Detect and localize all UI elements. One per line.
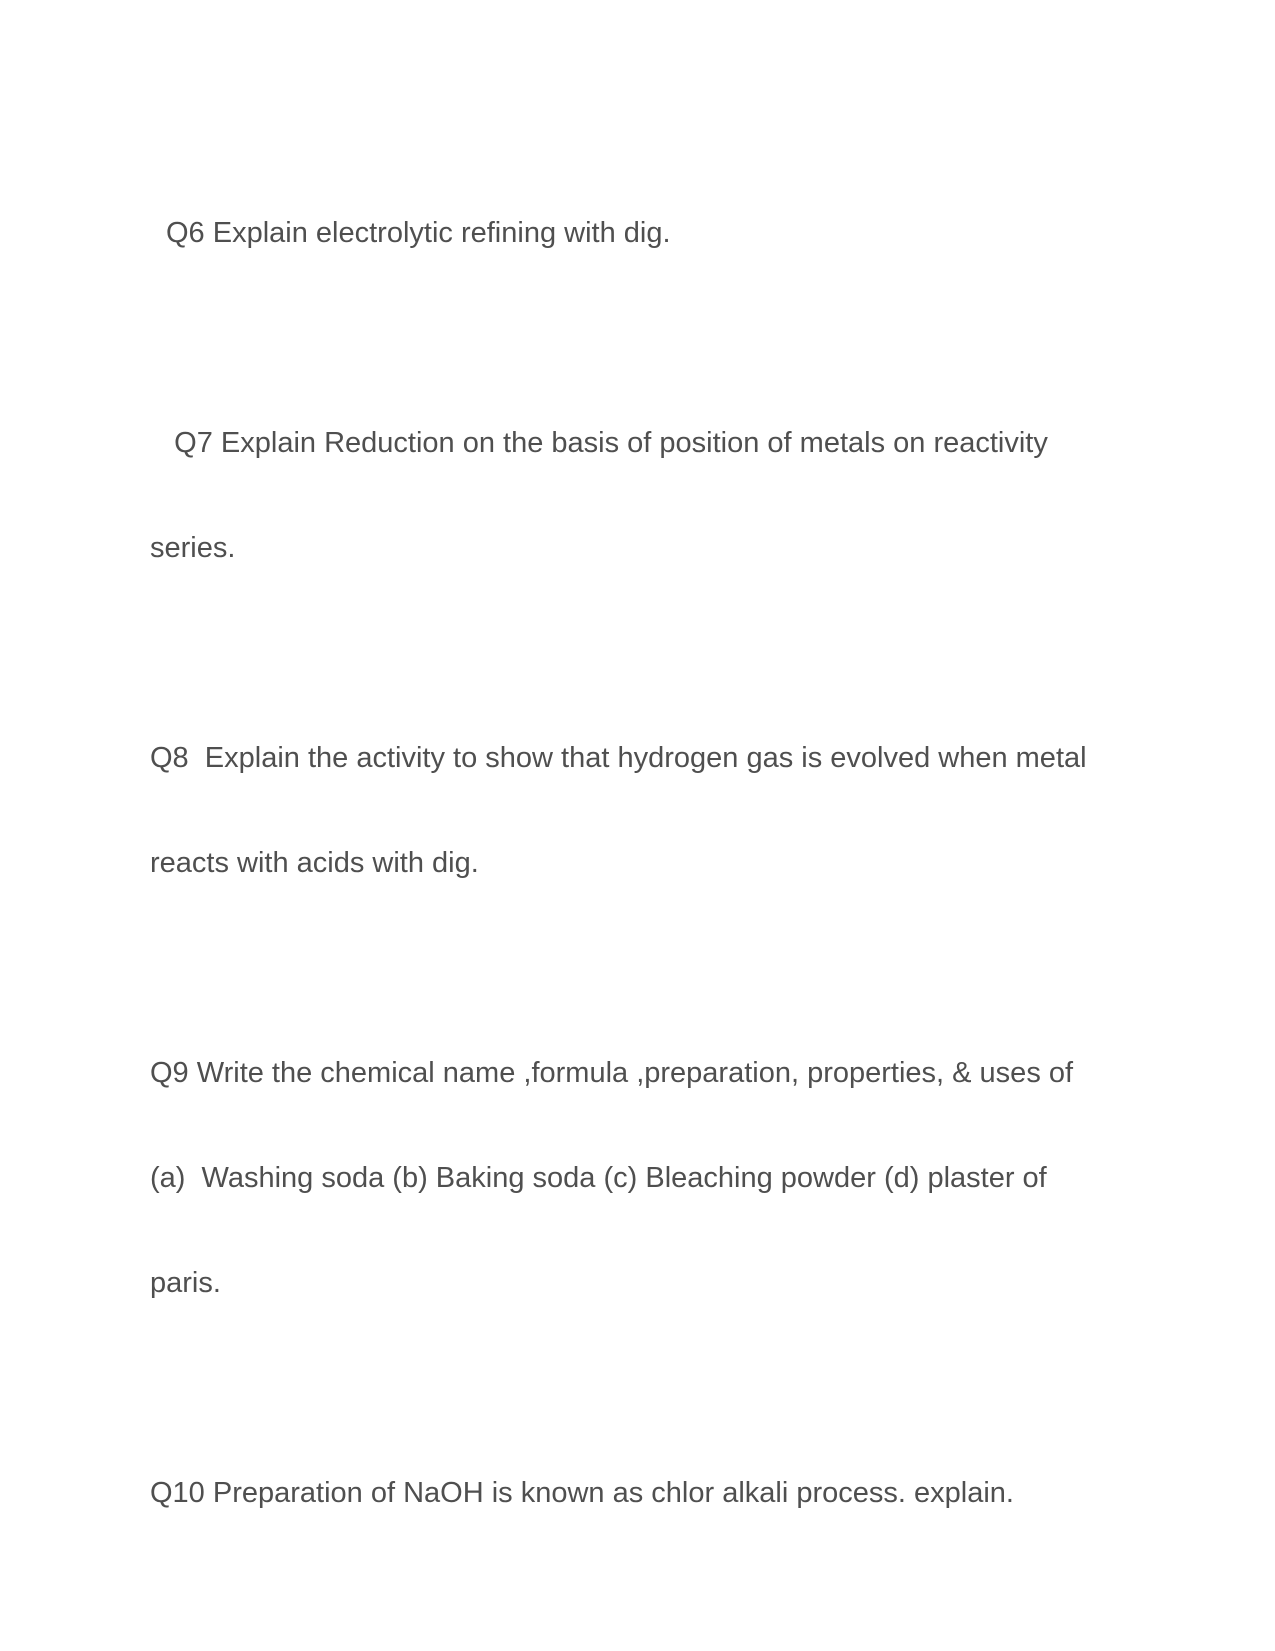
question-q8 (150, 671, 1110, 951)
question-q10-line-1: Q10 Preparation of NaOH is known as chlor alkali process. explain. (150, 1477, 1014, 1509)
question-q10 (150, 1406, 1110, 1581)
question-q6-line-1: Q6 Explain electrolytic refining with dig. (166, 217, 671, 249)
question-q9-line-3: paris. (150, 1267, 221, 1299)
question-q7-line-1: Q7 Explain Reduction on the basis of position of metals on reactivity (150, 427, 1048, 459)
question-q8-line-1: Q8 Explain the activity to show that hydrogen gas is evolved when metal (150, 742, 1087, 774)
question-q9 (150, 986, 1110, 1371)
question-q9-line-1: Q9 Write the chemical name ,formula ,preparation, properties, & uses of (150, 1057, 1074, 1089)
question-q9-line-2: (a) Washing soda (b) Baking soda (c) Bleaching powder (d) plaster of (150, 1162, 1047, 1194)
question-q6 (150, 146, 1110, 321)
question-q7-line-2: series. (150, 532, 236, 564)
question-q8-line-2: reacts with acids with dig. (150, 847, 479, 879)
question-list (150, 146, 1110, 1616)
question-q7 (150, 356, 1110, 636)
